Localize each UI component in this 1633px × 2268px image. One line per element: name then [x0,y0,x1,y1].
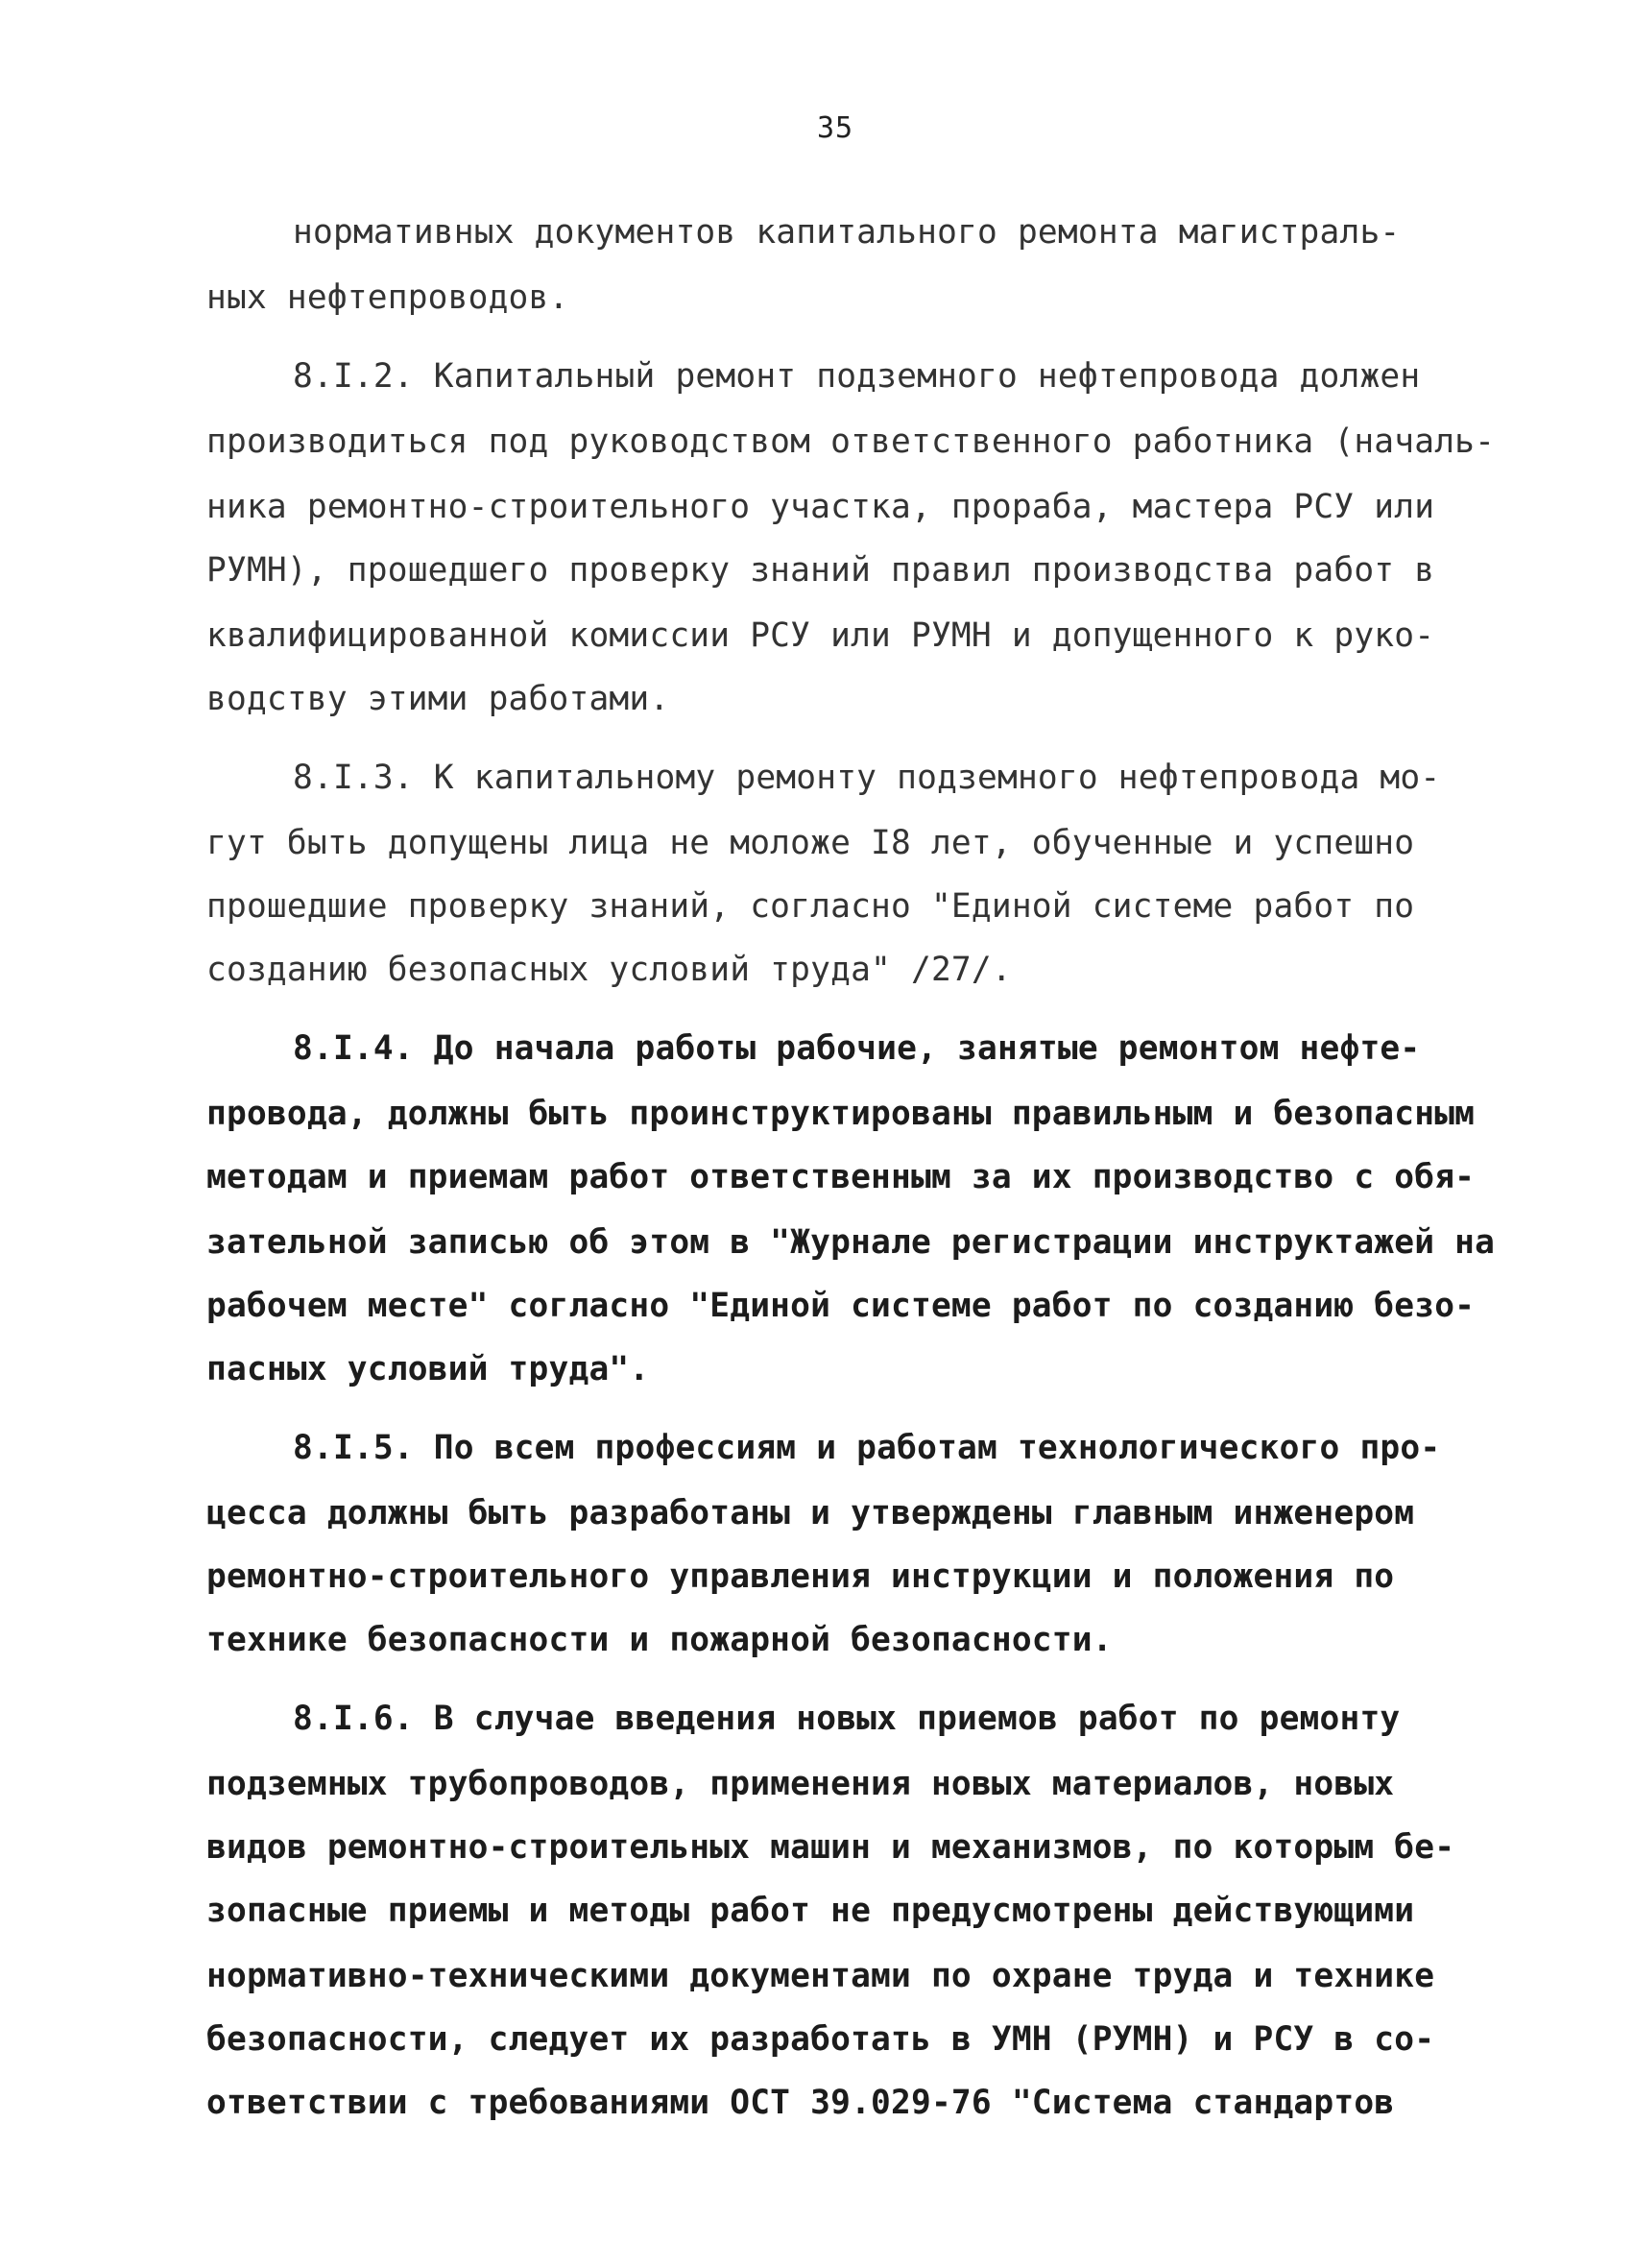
paragraph-8-1-6-line: безопасности, следует их разработать в УМН (РУМН) и РСУ в со- [206,2020,1435,2059]
paragraph-8-1-6-line: зопасные приемы и методы работ не предусмотрены действующими [206,1892,1415,1930]
paragraph-8-1-4-line: зательной записью об этом в "Журнале регистрации инструктажей на [206,1223,1496,1262]
paragraph-8-1-4-line: методам и приемам работ ответственным за их производство с обя- [206,1158,1476,1196]
paragraph-8-1-5-line: ремонтно-строительного управления инструкции и положения по [206,1557,1395,1596]
paragraph-8-1-2-line: квалифицированной комиссии РСУ или РУМН и допущенного к руко- [206,616,1435,655]
paragraph-8-1-2-line: РУМН), прошедшего проверку знаний правил производства работ в [206,551,1435,590]
paragraph-8-1-3-line: 8.I.3. К капитальному ремонту подземного нефтепровода мо- [293,759,1441,797]
text-line: нормативных документов капитального ремонта магистраль- [293,213,1401,252]
paragraph-8-1-2-line: 8.I.2. Капитальный ремонт подземного нефтепровода должен [293,357,1421,396]
paragraph-8-1-5-line: технике безопасности и пожарной безопасности. [206,1621,1113,1659]
paragraph-8-1-4-line: пасных условий труда". [206,1350,650,1388]
paragraph-8-1-6-line: подземных трубопроводов, применения новых материалов, новых [206,1765,1395,1803]
paragraph-8-1-6-line: нормативно-техническими документами по охране труда и технике [206,1957,1435,1995]
paragraph-8-1-6-line: видов ремонтно-строительных машин и механизмов, по которым бе- [206,1828,1455,1867]
paragraph-8-1-2-line: водству этими работами. [206,680,670,718]
paragraph-8-1-3-line: созданию безопасных условий труда" /27/. [206,951,1012,989]
paragraph-8-1-5-line: цесса должны быть разработаны и утверждены главным инженером [206,1494,1415,1532]
paragraph-8-1-3-line: прошедшие проверку знаний, согласно "Единой системе работ по [206,887,1415,926]
paragraph-8-1-4-line: рабочем месте" согласно "Единой системе работ по созданию безо- [206,1287,1476,1325]
paragraph-8-1-6-line: 8.I.6. В случае введения новых приемов работ по ремонту [293,1700,1401,1738]
page-number: 35 [816,111,854,145]
paragraph-8-1-4-line: 8.I.4. До начала работы рабочие, занятые ремонтом нефте- [293,1029,1421,1068]
text-line: ных нефтепроводов. [206,278,569,317]
paragraph-8-1-4-line: провода, должны быть проинструктированы правильным и безопасным [206,1095,1476,1133]
paragraph-8-1-3-line: гут быть допущены лица не моложе I8 лет, обученные и успешно [206,824,1415,862]
paragraph-8-1-5-line: 8.I.5. По всем профессиям и работам технологического про- [293,1429,1441,1467]
paragraph-8-1-6-line: ответствии с требованиями ОСТ 39.029-76 "Система стандартов [206,2084,1395,2122]
paragraph-8-1-2-line: производиться под руководством ответственного работника (началь- [206,422,1496,461]
paragraph-8-1-2-line: ника ремонтно-строительного участка, прораба, мастера РСУ или [206,488,1435,526]
